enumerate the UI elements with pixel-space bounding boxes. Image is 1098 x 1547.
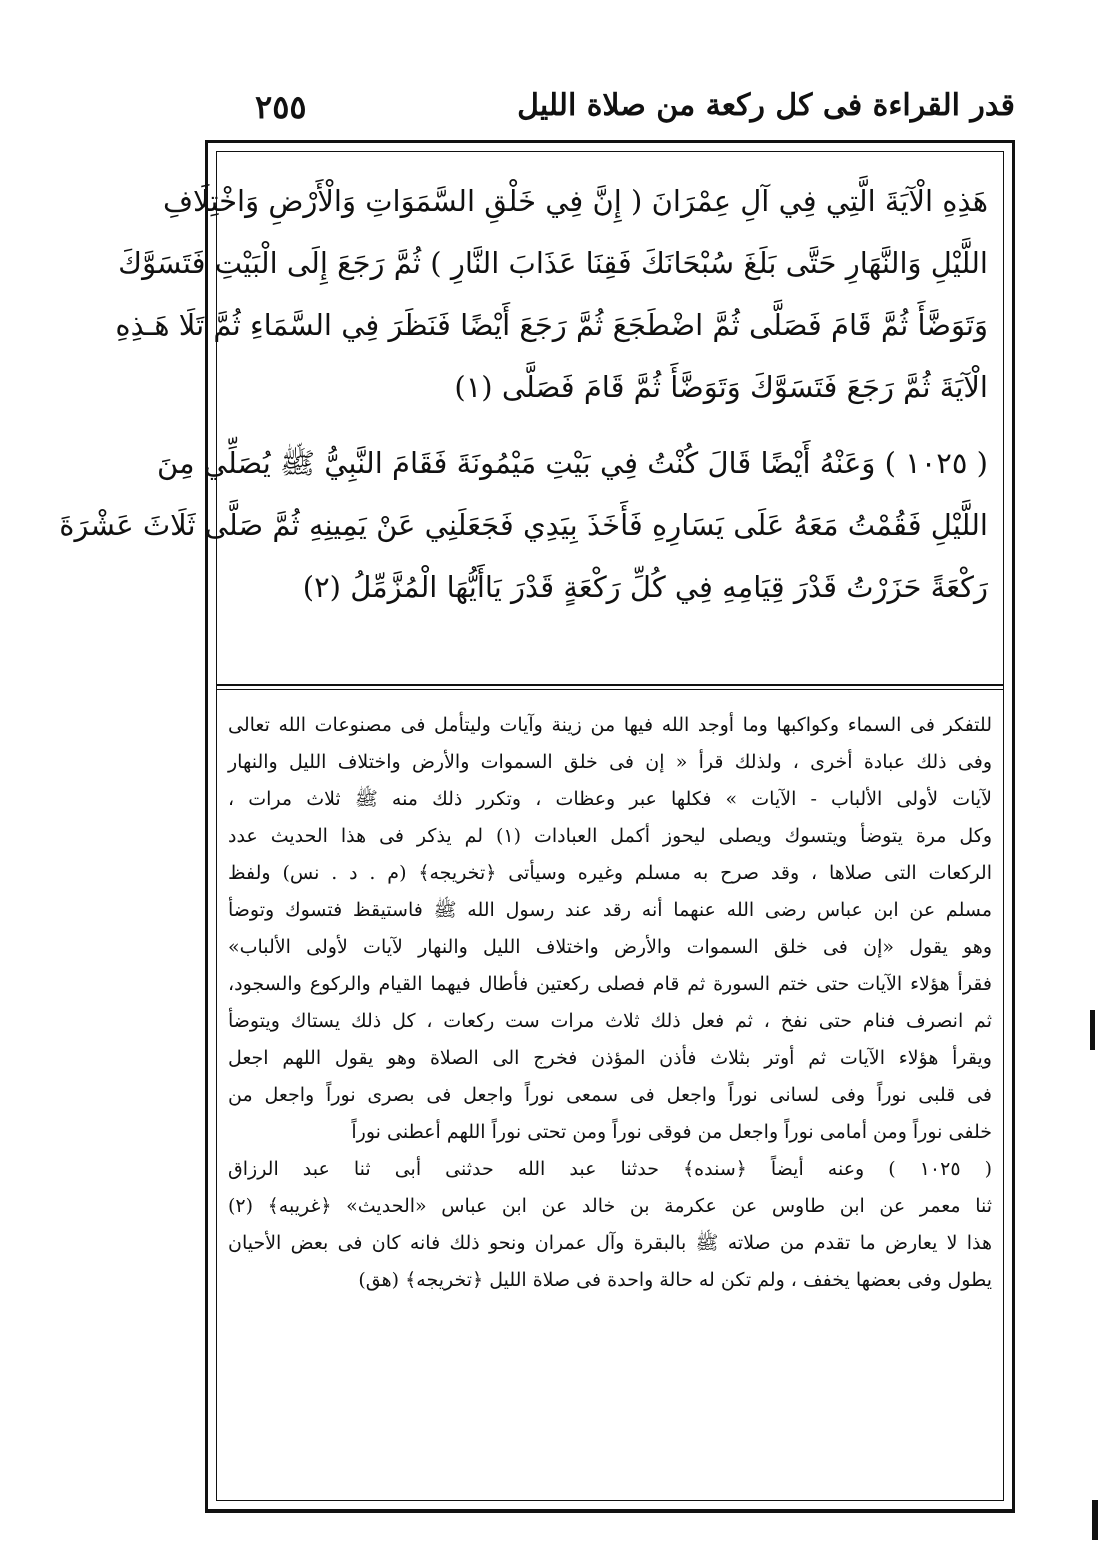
commentary-line: الركعات التى صلاها ، وقد صرح به مسلم وغيره وسيأتى ﴿تخريجه﴾ (م . د . نس) ولفظ: [228, 862, 992, 884]
hadith-line: اللَّيْلِ وَالنَّهَارِ حَتَّى بَلَغَ سُبْحَانَكَ فَقِنَا عَذَابَ النَّارِ ) ثُمَّ رَجَعَ إِلَى الْبَيْتِ فَتَسَوَّكَ: [118, 246, 988, 280]
bottom-rule: [205, 1512, 1015, 1513]
commentary-line: وهو يقول «إن فى خلق السموات والأرض واختلاف الليل والنهار لآيات لأولى الألباب»: [228, 936, 992, 958]
hadith-line: اللَّيْلِ فَقُمْتُ مَعَهُ عَلَى يَسَارِهِ فَأَخَذَ بِيَدِي فَجَعَلَنِي عَنْ يَمِينِهِ ثُمَّ صَلَّى ثَلَاثَ عَشْرَةَ: [59, 508, 988, 542]
commentary-line: فقرأ هؤلاء الآيات حتى ختم السورة ثم قام فصلى ركعتين فأطال فيهما القيام والركوع والسجود،: [228, 973, 992, 995]
commentary-line: مسلم عن ابن عباس رضى الله عنهما أنه رقد عند رسول الله ﷺ فاستيقظ فتسوك وتوضأ: [228, 899, 992, 921]
commentary-line: هذا لا يعارض ما تقدم من صلاته ﷺ بالبقرة وآل عمران ونحو ذلك فانه كان فى بعض الأحيان: [228, 1232, 992, 1254]
commentary-line: ( ١٠٢٥ ) وعنه أيضاً ﴿سنده﴾ حدثنا عبد الله حدثنى أبى ثنا عبد الرزاق: [228, 1158, 993, 1180]
hadith-line: ( ١٠٢٥ ) وَعَنْهُ أَيْضًا قَالَ كُنْتُ فِي بَيْتِ مَيْمُونَةَ فَقَامَ النَّبِيُّ ﷺ يُصَلِّي مِنَ: [156, 446, 988, 480]
section-divider: [216, 684, 1004, 686]
commentary-line: ثم انصرف فنام حتى نفخ ، ثم فعل ذلك ثلاث مرات ست ركعات ، كل ذلك يستاك ويتوضأ: [228, 1010, 992, 1032]
commentary-line: يطول وفى بعضها يخفف ، ولم تكن له حالة واحدة فى صلاة الليل ﴿تخريجه﴾ (هق): [358, 1269, 992, 1291]
scan-artifact-bottom-corner: [1092, 1500, 1098, 1540]
commentary-line: للتفكر فى السماء وكواكبها وما أوجد الله فيها من زينة وآيات وليتأمل فى مصنوعات الله تعالى: [228, 714, 992, 736]
running-title: قدر القراءة فى كل ركعة من صلاة الليل: [517, 88, 1015, 123]
hadith-line: هَذِهِ الْآيَةَ الَّتِي فِي آلِ عِمْرَانَ ( إِنَّ فِي خَلْقِ السَّمَوَاتِ وَالْأَرْضِ وَاخْتِلَافِ: [163, 184, 988, 218]
scan-artifact-right-edge: [1090, 1010, 1095, 1050]
section-divider-thin: [216, 689, 1004, 690]
commentary-line: لآيات لأولى الألباب - الآيات » فكلها عبر وعظات ، وتكرر ذلك منه ﷺ ثلاث مرات ،: [228, 788, 992, 810]
hadith-line: رَكْعَةً حَزَرْتُ قَدْرَ قِيَامِهِ فِي كُلِّ رَكْعَةٍ قَدْرَ يَاأَيُّهَا الْمُزَّمِّلُ (٢): [302, 570, 988, 604]
page-number: ٢٥٥: [255, 88, 307, 126]
commentary-line: وكل مرة يتوضأ ويتسوك ويصلى ليحوز أكمل العبادات (١) لم يذكر فى هذا الحديث عدد: [228, 825, 992, 847]
commentary-line: وفى ذلك عبادة أخرى ، ولذلك قرأ « إن فى خلق السموات والأرض واختلاف الليل والنهار: [228, 751, 992, 773]
commentary-line: فى قلبى نوراً وفى لسانى نوراً واجعل فى سمعى نوراً واجعل فى بصرى نوراً واجعل من: [228, 1084, 992, 1106]
commentary-line: ثنا معمر عن ابن طاوس عن عكرمة بن خالد عن ابن عباس «الحديث» ﴿غريبه﴾ (٢): [228, 1195, 992, 1217]
commentary-line: ويقرأ هؤلاء الآيات ثم أوتر بثلاث فأذن المؤذن فخرج الى الصلاة وهو يقول اللهم اجعل: [228, 1047, 992, 1069]
hadith-line: وَتَوَضَّأَ ثُمَّ قَامَ فَصَلَّى ثُمَّ اضْطَجَعَ ثُمَّ رَجَعَ أَيْضًا فَنَظَرَ فِي السَّمَاءِ ثُمَّ تَلَا هَـذِهِ: [115, 308, 988, 342]
page-header: [205, 88, 1015, 138]
commentary-line: خلفى نوراً ومن أمامى نوراً واجعل من فوقى نوراً ومن تحتى نوراً اللهم أعطنى نوراً: [351, 1121, 992, 1143]
hadith-text-block: [59, 170, 988, 618]
commentary-text-block: [228, 707, 992, 1299]
hadith-line: الْآيَةَ ثُمَّ رَجَعَ فَتَسَوَّكَ وَتَوَضَّأَ ثُمَّ قَامَ فَصَلَّى (١): [454, 370, 988, 404]
